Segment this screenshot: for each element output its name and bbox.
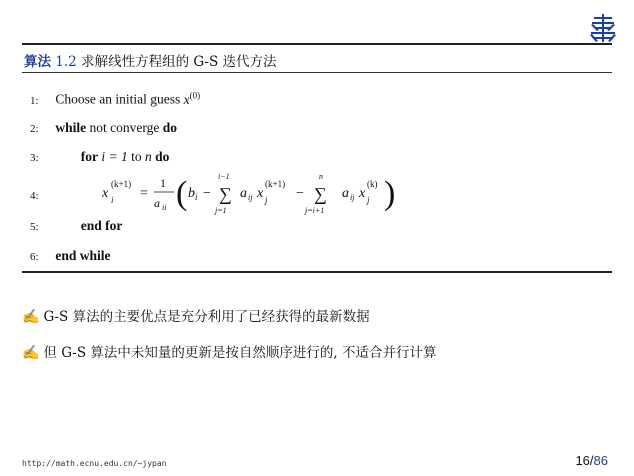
gs-update-formula <box>102 167 482 217</box>
ecnu-logo-icon <box>590 14 616 42</box>
algorithm-number: 1.2 <box>55 54 77 70</box>
svg-text:j: j <box>367 195 370 205</box>
algo-line-3 <box>30 149 169 165</box>
svg-text:a: a <box>154 196 160 210</box>
algorithm-title: 求解线性方程组的 G-S 迭代方法 <box>81 54 277 70</box>
svg-text:n: n <box>319 172 323 181</box>
line-number: 2: <box>30 123 39 135</box>
svg-text:∑: ∑ <box>314 184 327 204</box>
initial-guess-math: $x^{(0)}$ <box>183 90 201 107</box>
loop-var-math: i = 1 <box>101 149 128 164</box>
top-rule <box>22 43 612 45</box>
footer-url[interactable]: http://math.ecnu.edu.cn/~jypan <box>22 459 167 468</box>
svg-text:j=1: j=1 <box>215 206 227 215</box>
svg-text:i: i <box>195 192 198 202</box>
total-pages-link[interactable]: 86 <box>593 453 608 468</box>
line-number: 6: <box>30 251 39 263</box>
algo-line-1 <box>30 90 200 108</box>
svg-text:j: j <box>265 195 268 205</box>
bullet-text: G-S 算法的主要优点是充分利用了已经获得的最新数据 <box>43 309 370 325</box>
algorithm-header <box>24 50 277 70</box>
keyword-do: do <box>162 120 178 135</box>
svg-text:j=i+1: j=i+1 <box>305 206 325 215</box>
loop-end-math: n <box>145 149 152 164</box>
line-number: 5: <box>30 221 39 233</box>
line-text: to <box>131 149 142 164</box>
svg-text:i−1: i−1 <box>218 172 230 181</box>
svg-text:b: b <box>188 186 195 201</box>
bullet-item-1 <box>22 305 370 325</box>
algorithm-bottom-rule <box>22 271 612 273</box>
svg-text:1: 1 <box>160 176 166 190</box>
svg-text:=: = <box>140 186 148 201</box>
svg-text:(k+1): (k+1) <box>111 179 132 189</box>
svg-text:i: i <box>111 195 114 205</box>
bullet-text: 但 G-S 算法中未知量的更新是按自然顺序进行的, 不适合并行计算 <box>43 345 437 361</box>
algo-line-4 <box>30 187 52 203</box>
line-number: 3: <box>30 152 39 164</box>
keyword-end-while: end while <box>55 248 111 263</box>
bullet-item-2 <box>22 341 436 361</box>
algorithm-label: 算法 <box>24 54 51 70</box>
svg-text:∑: ∑ <box>219 184 232 204</box>
keyword-for: for <box>80 149 98 164</box>
svg-text:−: − <box>296 186 304 201</box>
svg-text:(k): (k) <box>367 179 378 189</box>
header-rule <box>22 72 612 73</box>
algo-line-6 <box>30 248 111 264</box>
algo-line-2 <box>30 120 177 136</box>
svg-text:x: x <box>359 186 366 201</box>
svg-text:): ) <box>384 175 396 212</box>
line-number: 1: <box>30 94 39 107</box>
line-number: 4: <box>30 190 39 202</box>
line-text: not converge <box>89 120 160 135</box>
svg-text:a: a <box>240 186 247 201</box>
svg-text:x: x <box>102 186 109 201</box>
svg-text:ij: ij <box>350 193 355 202</box>
writing-hand-icon: ✍ <box>22 309 40 325</box>
page-counter <box>575 453 608 468</box>
page-separator: / <box>589 453 594 468</box>
current-page: 16 <box>575 453 590 468</box>
svg-text:ij: ij <box>248 193 253 202</box>
line-text: Choose an initial guess <box>55 91 181 107</box>
keyword-end-for: end for <box>80 218 123 233</box>
svg-text:−: − <box>203 186 211 201</box>
svg-text:(: ( <box>176 175 188 212</box>
writing-hand-icon: ✍ <box>22 345 40 361</box>
svg-text:ii: ii <box>162 203 167 212</box>
svg-text:(k+1): (k+1) <box>265 179 286 189</box>
svg-text:x: x <box>257 186 264 201</box>
svg-text:a: a <box>342 186 349 201</box>
keyword-while: while <box>55 120 87 135</box>
algo-line-5 <box>30 218 122 234</box>
keyword-do: do <box>155 149 170 164</box>
